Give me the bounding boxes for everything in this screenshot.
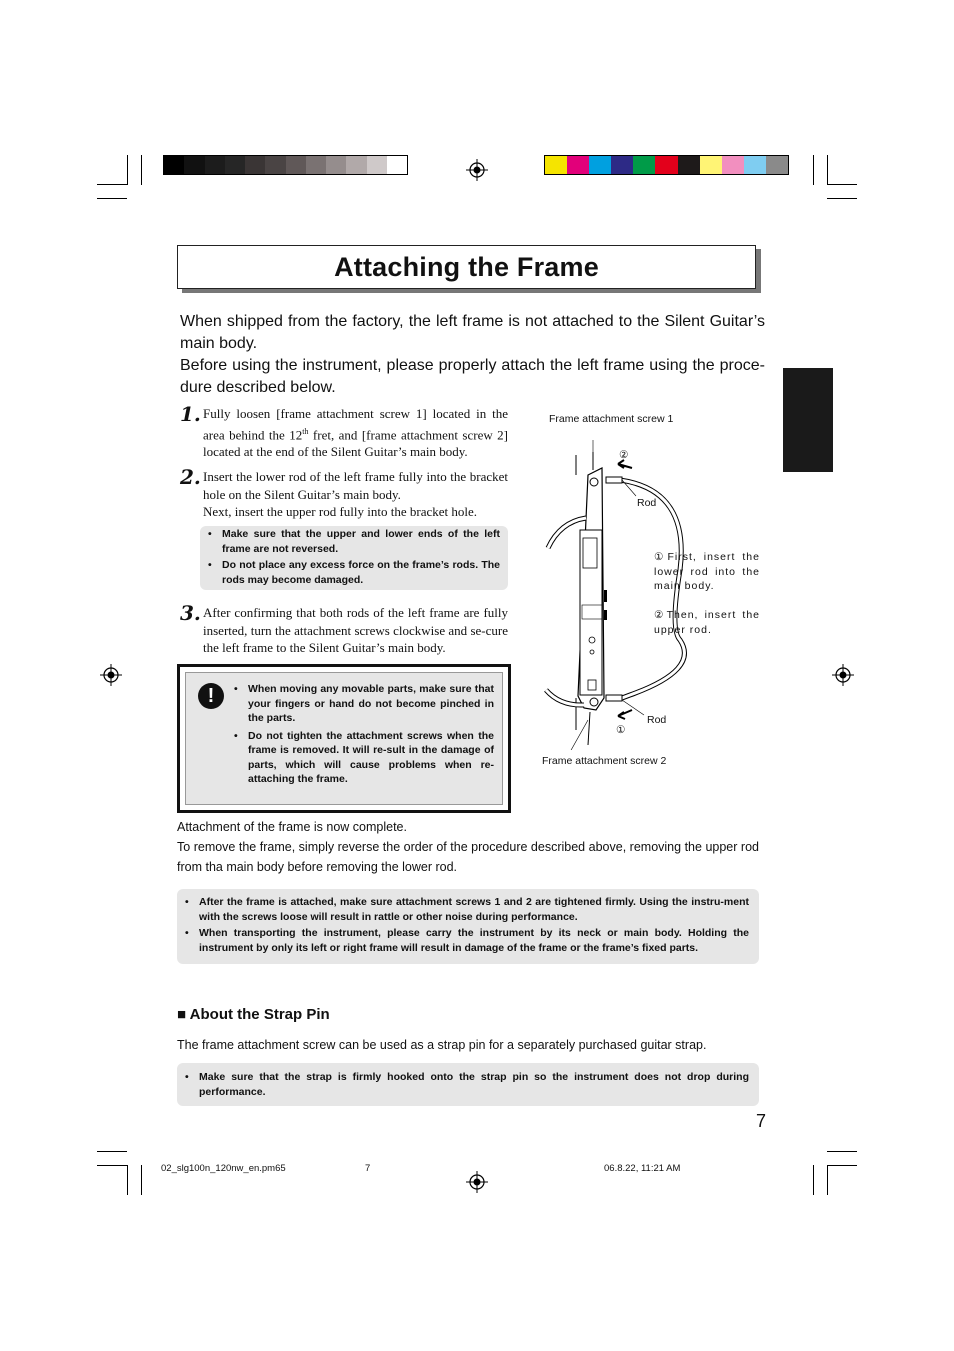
color-swatch [326,156,346,174]
page-number: 7 [756,1111,767,1131]
crop-mark [827,198,857,199]
color-swatch [655,156,677,174]
title-box [177,245,756,289]
color-calibration-bar [544,155,789,175]
color-swatch [306,156,326,174]
body-text: The frame attachment screw can be used as a strap pin for a separately purchased guitar strap. [177,1038,707,1052]
color-swatch [700,156,722,174]
registration-mark-icon [100,664,122,686]
color-swatch [722,156,744,174]
color-swatch [245,156,265,174]
intro-paragraph: When shipped from the factory, the left frame is not attached to the Silent Guitar’s main body. [180,313,765,352]
note-item: • Make sure that the strap is firmly hooked onto the strap pin so the instrument does not drop during performance. [177,1070,749,1099]
color-swatch [205,156,225,174]
crop-mark [827,155,828,185]
color-swatch [387,156,407,174]
color-swatch [633,156,655,174]
crop-mark [813,155,814,185]
footer-page: 7 [365,1163,371,1174]
note-item: • After the frame is attached, make sure attachment screws 1 and 2 are tightened firmly. Using the instru-ment with the screws loose will result in rattle or other noise during performance. [177,895,749,924]
crop-mark [127,155,128,185]
crop-mark [127,1165,128,1195]
registration-mark-icon [832,664,854,686]
gray-calibration-bar [163,155,408,175]
note-item: • Make sure that the upper and lower ends of the left frame are not reversed. [200,527,500,556]
page-title: Attaching the Frame [334,252,599,282]
color-swatch [545,156,567,174]
crop-mark [97,184,127,185]
color-swatch [589,156,611,174]
registration-mark-icon [466,159,488,181]
crop-mark [827,1151,857,1152]
crop-mark [827,184,857,185]
note-item: • Do not place any excess force on the frame’s rods. The rods may become damaged. [200,558,500,587]
crop-mark [141,1165,142,1195]
color-swatch [367,156,387,174]
step-text: Fully loosen [frame attachment screw 1] located in the area behind the 12th fret, and [frame attachment screw 2] located at the end of the Silent Guitar’s main body. [203,406,508,460]
section-heading: ■ About the Strap Pin [177,1006,330,1023]
crop-mark [97,1151,127,1152]
note-box [200,526,508,590]
warning-box [177,664,511,813]
step-number: 1. [180,402,201,426]
body-text: Attachment of the frame is now complete. [177,820,407,834]
frame-diagram [540,440,765,750]
color-swatch [225,156,245,174]
crop-mark [813,1165,814,1195]
registration-mark-icon [466,1171,488,1193]
color-swatch [678,156,700,174]
step-text: Insert the lower rod of the left frame fully into the bracket hole on the Silent Guitar’s main body. Next, insert the upper rod fully into the bracket hole. [203,469,508,519]
color-swatch [744,156,766,174]
note-item: • When transporting the instrument, please carry the instrument by its neck or main body. Holding the instrument by only its left or right frame will result in damage of the frame or the frame’s fixed parts. [177,926,749,955]
step-marker: ② [619,449,629,461]
section-tab [783,368,833,472]
crop-mark [141,155,142,185]
note-box [177,1063,759,1106]
color-swatch [567,156,589,174]
color-swatch [346,156,366,174]
step-marker: ① [616,724,626,736]
footer-filename: 02_slg100n_120nw_en.pm65 [161,1163,286,1174]
screw2-label: Frame attachment screw 2 [542,755,667,767]
color-swatch [184,156,204,174]
color-swatch [766,156,788,174]
warning-item: • When moving any movable parts, make sure that your fingers or hand do not become pinched in the parts. [226,682,494,726]
crop-mark [827,1165,828,1195]
step-number: 3. [180,601,201,625]
rod-label: Rod [647,714,667,726]
intro-paragraph: Before using the instrument, please properly attach the left frame using the proce-dure described below. [180,357,765,396]
exclamation-icon: ! [198,683,224,709]
footer-date: 06.8.22, 11:21 AM [604,1163,681,1174]
color-swatch [611,156,633,174]
crop-mark [97,1165,127,1166]
body-text: To remove the frame, simply reverse the order of the procedure described above, removing the upper rod from tha main body before removing the lower rod. [177,840,759,874]
step-text: After confirming that both rods of the left frame are fully inserted, turn the attachment screws clockwise and se-cure the left frame to the Silent Guitar’s main body. [203,605,508,655]
color-swatch [265,156,285,174]
note-box [177,889,759,964]
color-swatch [286,156,306,174]
color-swatch [164,156,184,174]
warning-item: • Do not tighten the attachment screws when the frame is removed. It will re-sult in the damage of parts, which will cause problems when re-attaching the frame. [226,729,494,787]
instruction-label: ①First, insert the lower rod into the main body. [654,551,760,592]
rod-label: Rod [637,497,657,509]
step-number: 2. [180,465,201,489]
crop-mark [97,198,127,199]
instruction-label: ②Then, insert the upper rod. [654,609,760,636]
crop-mark [827,1165,857,1166]
screw1-label: Frame attachment screw 1 [549,413,674,425]
